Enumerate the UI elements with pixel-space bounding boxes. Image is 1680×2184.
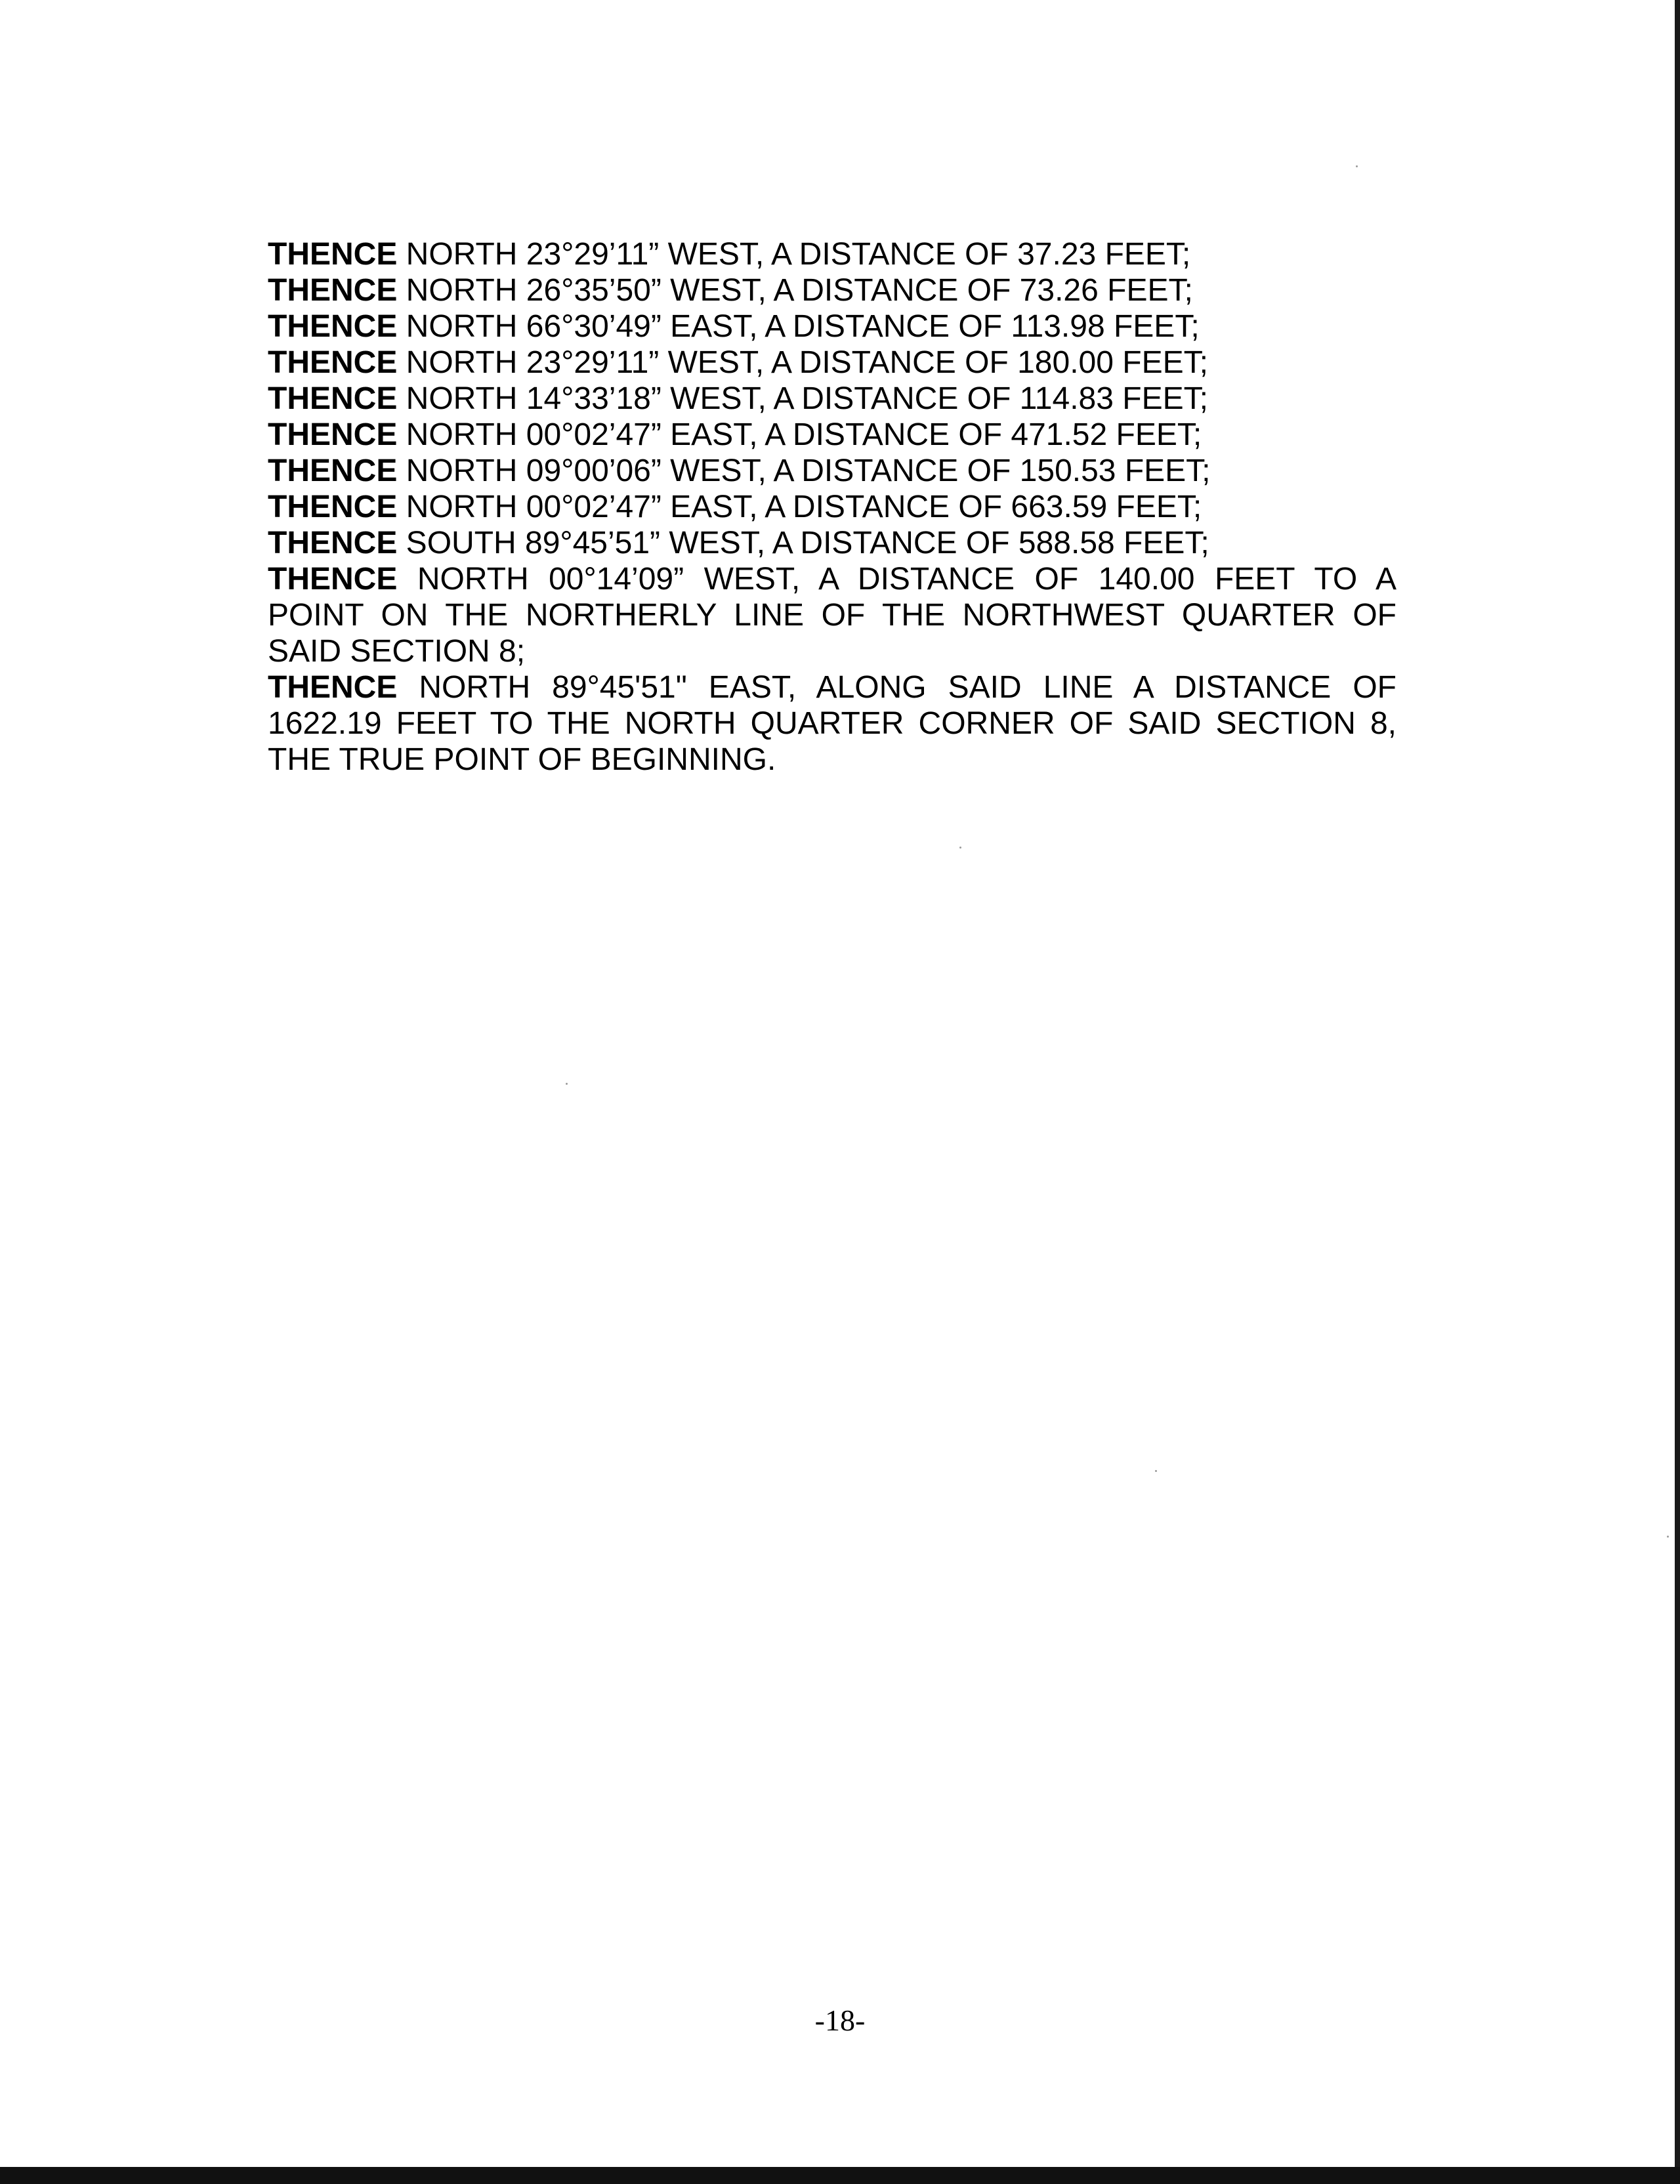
- page-number: -18-: [814, 2004, 866, 2037]
- course-paragraph-point-of-beginning: [268, 669, 1396, 778]
- course-keyword: THENCE: [268, 526, 398, 560]
- course-keyword: THENCE: [268, 670, 398, 705]
- paragraph-line: 1622.19 FEET TO THE NORTH QUARTER CORNER OF SAID SECTION 8,: [268, 706, 1396, 741]
- course-text: NORTH 00°14’09” WEST, A DISTANCE OF 140.00 FEET TO A: [397, 562, 1396, 597]
- course-keyword: THENCE: [268, 417, 398, 452]
- course-line-3: [268, 308, 1396, 345]
- course-line-2: [268, 272, 1396, 308]
- course-line-4: [268, 345, 1396, 381]
- scan-speck: [959, 847, 961, 849]
- course-line-8: [268, 489, 1396, 525]
- course-text: NORTH 23°29’11” WEST, A DISTANCE OF 180.00 FEET;: [397, 345, 1208, 380]
- course-text: NORTH 89°45'51" EAST, ALONG SAID LINE A DISTANCE OF: [397, 670, 1396, 705]
- course-keyword: THENCE: [268, 490, 398, 524]
- course-keyword: THENCE: [268, 345, 398, 380]
- legal-description: [268, 236, 1396, 778]
- paragraph-line: SAID SECTION 8;: [268, 634, 526, 669]
- scan-speck: [1667, 1536, 1669, 1538]
- scan-border-bottom: [0, 2167, 1680, 2184]
- course-text: SOUTH 89°45’51” WEST, A DISTANCE OF 588.58 FEET;: [397, 526, 1209, 560]
- scan-speck: [1155, 1470, 1157, 1472]
- paragraph-line: THE TRUE POINT OF BEGINNING.: [268, 742, 776, 777]
- course-keyword: THENCE: [268, 453, 398, 488]
- course-paragraph-northerly-line: [268, 561, 1396, 669]
- scan-border-right: [1675, 0, 1680, 2184]
- scan-speck: [566, 1083, 568, 1085]
- course-keyword: THENCE: [268, 237, 398, 272]
- paragraph-line: [268, 669, 1396, 705]
- course-line-1: [268, 236, 1396, 272]
- course-line-9: [268, 525, 1396, 561]
- paragraph-line: [268, 561, 1396, 597]
- course-keyword: THENCE: [268, 381, 398, 416]
- course-keyword: THENCE: [268, 273, 398, 308]
- course-text: NORTH 26°35’50” WEST, A DISTANCE OF 73.26 FEET;: [397, 273, 1193, 308]
- course-line-6: [268, 417, 1396, 453]
- course-line-5: [268, 381, 1396, 417]
- paragraph-line: POINT ON THE NORTHERLY LINE OF THE NORTHWEST QUARTER OF: [268, 598, 1396, 633]
- course-keyword: THENCE: [268, 309, 398, 344]
- course-text: NORTH 14°33’18” WEST, A DISTANCE OF 114.83 FEET;: [397, 381, 1208, 416]
- course-text: NORTH 00°02’47” EAST, A DISTANCE OF 663.59 FEET;: [397, 490, 1202, 524]
- scan-speck: [1356, 165, 1358, 167]
- course-text: NORTH 09°00’06” WEST, A DISTANCE OF 150.53 FEET;: [397, 453, 1211, 488]
- course-text: NORTH 66°30’49” EAST, A DISTANCE OF 113.98 FEET;: [397, 309, 1200, 344]
- course-text: NORTH 00°02’47” EAST, A DISTANCE OF 471.52 FEET;: [397, 417, 1202, 452]
- course-keyword: THENCE: [268, 562, 398, 597]
- course-text: NORTH 23°29’11” WEST, A DISTANCE OF 37.23 FEET;: [397, 237, 1191, 272]
- course-line-7: [268, 453, 1396, 489]
